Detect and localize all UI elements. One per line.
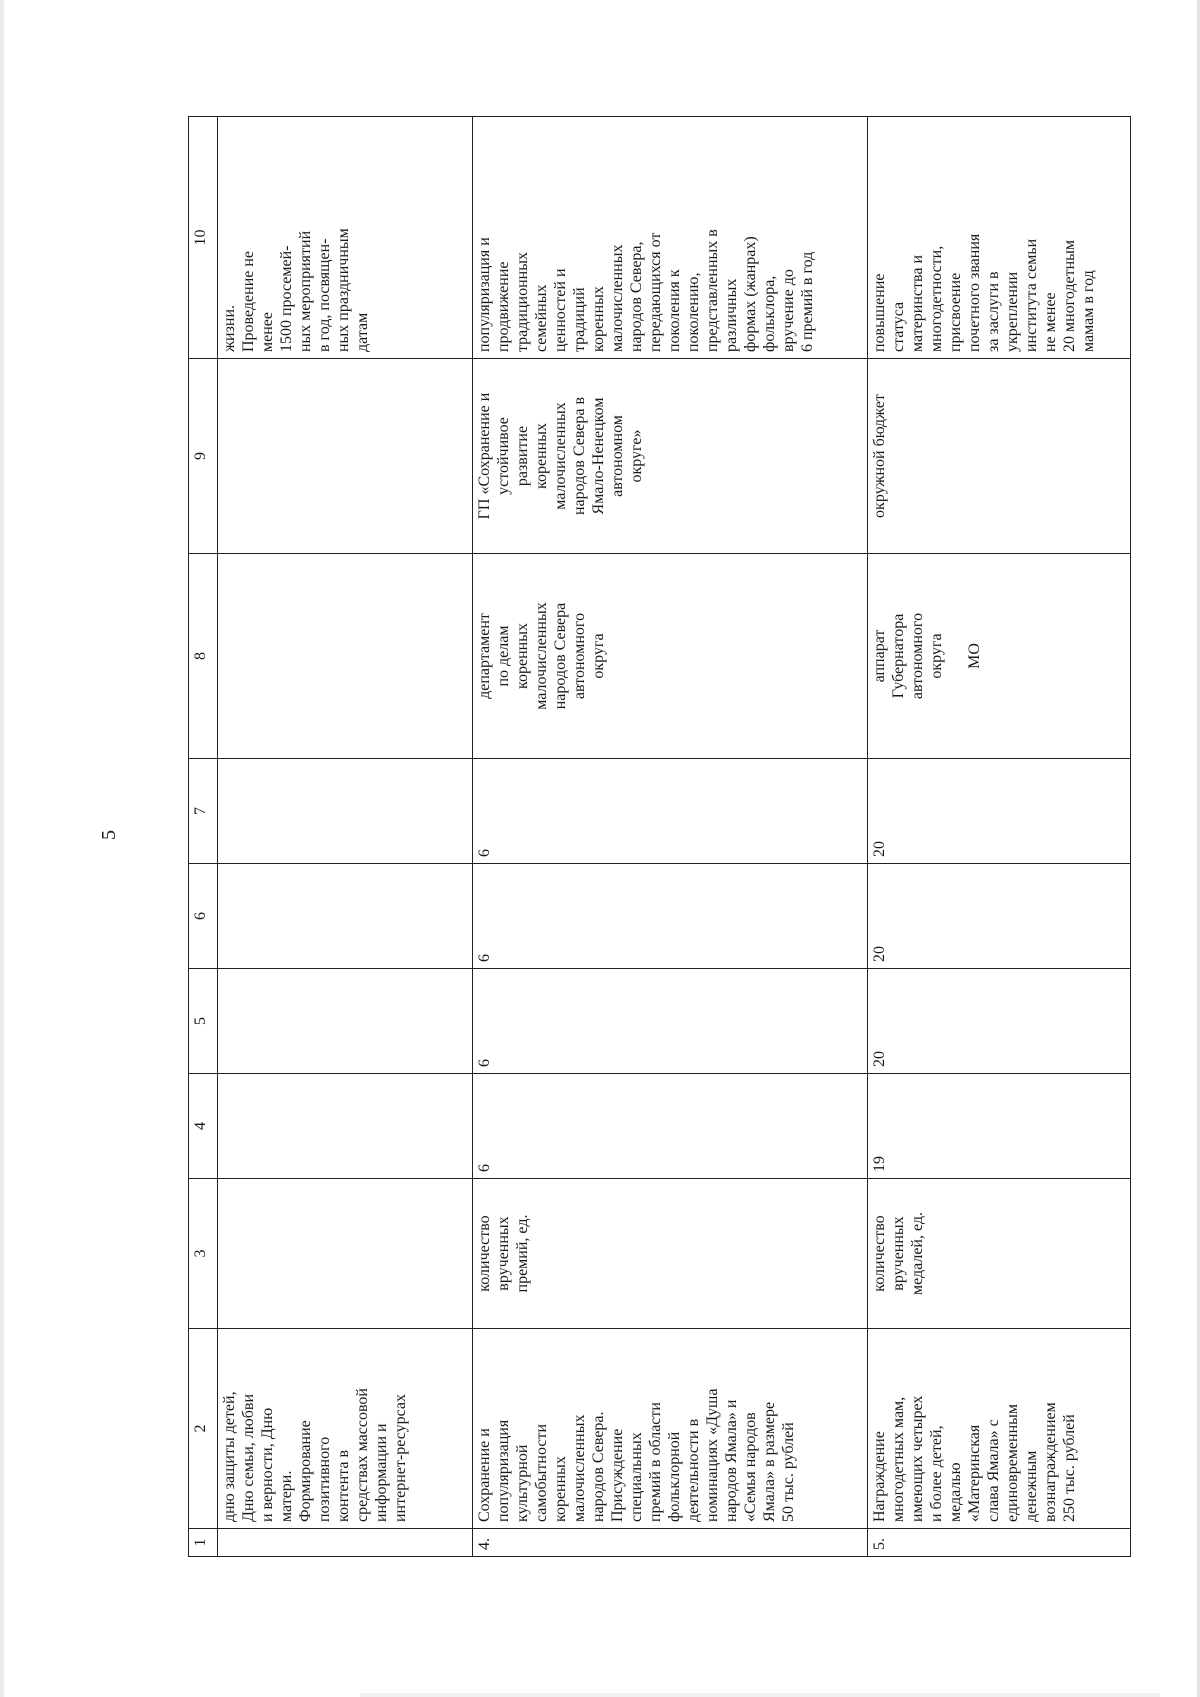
value-col-6	[218, 864, 473, 969]
table-row-4	[473, 117, 868, 1557]
scan-edge-left	[0, 0, 4, 1697]
table-row-continued	[218, 117, 473, 1557]
indicator-cell: количество врученных премий, ед.	[473, 1179, 868, 1329]
header-row	[189, 117, 218, 1557]
funding-source-cell	[218, 359, 473, 554]
result-cell: жизни. Проведение не менее 1500 просемей- ных мероприятий в год, посвящен- ных праздничным датам	[218, 117, 473, 359]
scan-bottom-strip	[360, 1693, 1160, 1697]
event-cell: Сохранение и популяризация культурной самобытности коренных малочисленных народов Севера. Присуждение специальных премий в области фольклорной деятельности в номинациях «Душа народов Ямала» и «Семья народов Ямала» в размере 50 тыс. рублей	[473, 1329, 868, 1529]
col-header-7: 7	[189, 759, 218, 864]
col-header-4: 4	[189, 1074, 218, 1179]
value-col-6: 20	[868, 864, 1131, 969]
value-col-4: 6	[473, 1074, 868, 1179]
col-header-2: 2	[189, 1329, 218, 1529]
indicator-cell	[218, 1179, 473, 1329]
value-col-5: 20	[868, 969, 1131, 1074]
col-header-5: 5	[189, 969, 218, 1074]
col-header-1: 1	[189, 1529, 218, 1557]
table-row-5	[868, 117, 1131, 1557]
row-number: 5.	[868, 1529, 1131, 1557]
value-col-7	[218, 759, 473, 864]
col-header-6: 6	[189, 864, 218, 969]
event-cell: Награждение многодетных мам, имеющих четырех и более детей, медалью «Материнская слава Ямала» с единовременным денежным вознаграждением 250 тыс. рублей	[868, 1329, 1131, 1529]
value-col-4	[218, 1074, 473, 1179]
col-header-3: 3	[189, 1179, 218, 1329]
row-number: 4.	[473, 1529, 868, 1557]
value-col-7: 20	[868, 759, 1131, 864]
funding-source-cell: ГП «Сохранение и устойчивое развитие коренных малочисленных народов Севера в Ямало-Ненецком автономном округе»	[473, 359, 868, 554]
executor-cell: аппарат Губернатора автономного округа МО	[868, 554, 1131, 759]
col-header-8: 8	[189, 554, 218, 759]
indicator-cell: количество врученных медалей, ед.	[868, 1179, 1131, 1329]
row-number	[218, 1529, 473, 1557]
result-cell: популяризация и продвижение традиционных семейных ценностей и традиций коренных малочисленных народов Севера, передающихся от поколения к поколению, представленных в различных формах (жанрах) фольклора, вручение до 6 премий в год	[473, 117, 868, 359]
rotated-table-container	[188, 117, 1125, 1557]
col-header-9: 9	[189, 359, 218, 554]
col-header-10: 10	[189, 117, 218, 359]
value-col-5	[218, 969, 473, 1074]
page-number: 5	[98, 830, 120, 840]
result-cell: повышение статуса материнства и многодетности, присвоение почетного звания за заслуги в укреплении института семьи не менее 20 многодетным мамам в год	[868, 117, 1131, 359]
value-col-6: 6	[473, 864, 868, 969]
program-table	[188, 116, 1131, 1557]
event-cell: дню защиты детей, Дню семьи, любви и верности, Дню матери. Формирование позитивного контента в средствах массовой информации и интернет-ресурсах	[218, 1329, 473, 1529]
value-col-5: 6	[473, 969, 868, 1074]
value-col-4: 19	[868, 1074, 1131, 1179]
executor-cell: департамент по делам коренных малочисленных народов Севера автономного округа	[473, 554, 868, 759]
value-col-7: 6	[473, 759, 868, 864]
funding-source-cell: окружной бюджет	[868, 359, 1131, 554]
executor-cell	[218, 554, 473, 759]
